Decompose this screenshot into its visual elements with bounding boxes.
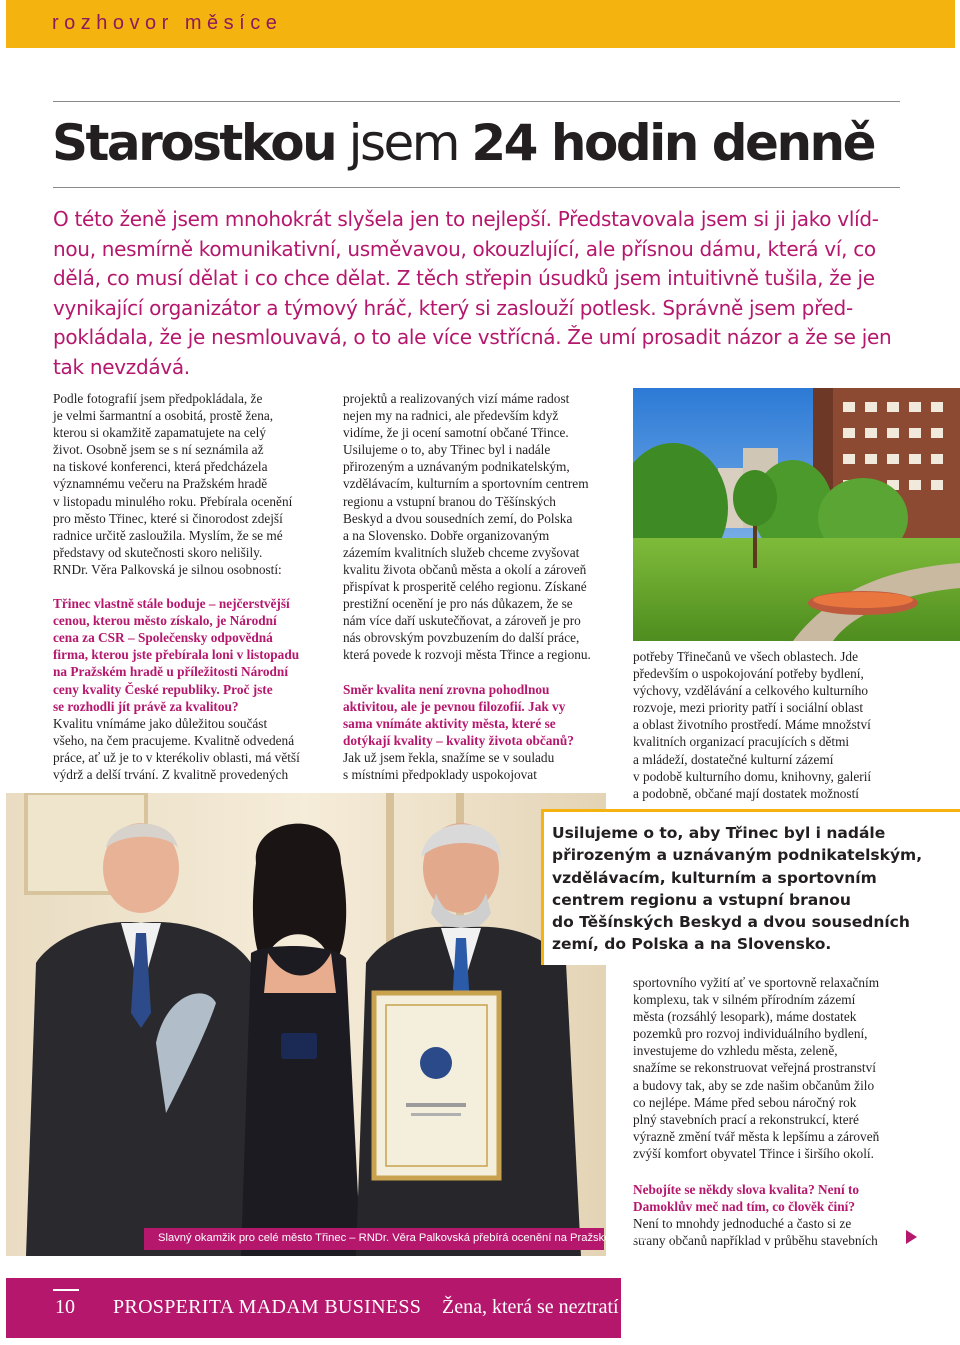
photo-caption: Slavný okamžik pro celé město Třinec – RNDr. Věra Palkovská přebírá ocenění na Pražském hradě bbox=[158, 1232, 652, 1244]
page-title bbox=[52, 110, 874, 176]
text-line: představy od skutečnosti skoro nelišily. bbox=[53, 544, 263, 560]
pull-quote-line: zemí, do Polska a na Slovensko. bbox=[552, 935, 832, 954]
text-line: plný stavebních prací a rekonstrukcí, které bbox=[633, 1111, 859, 1127]
award-ceremony-image bbox=[6, 793, 606, 1256]
continue-arrow-icon bbox=[906, 1230, 917, 1244]
headline-bottom-rule bbox=[53, 187, 900, 188]
text-line: nejen my na radnici, ale především když bbox=[343, 408, 559, 424]
town-square-image bbox=[633, 388, 960, 641]
text-line: RNDr. Věra Palkovská je silnou osobností: bbox=[53, 561, 282, 577]
text-line: regionu a vstupní branou do Těšínských bbox=[343, 493, 556, 509]
question-line: cenou, kterou město získalo, je Národní bbox=[53, 613, 277, 629]
article-column-4 bbox=[633, 974, 903, 1162]
pull-quote-line: do Těšínských Beskyd a dvou sousedních bbox=[552, 913, 910, 932]
text-line: přispívat k prosperitě celého regionu. Získané bbox=[343, 579, 587, 595]
text-line: a podobně, občané mají dostatek možností bbox=[633, 785, 859, 801]
text-line: významnému večeru na Pražském hradě bbox=[53, 476, 268, 492]
footer-tagline: Žena, která se neztratí bbox=[442, 1296, 619, 1318]
lead-line: pokládala, že je nesmlouvavá, o to ale více vstřícná. Že umí prosadit názor a že se jen bbox=[53, 325, 892, 349]
text-line: která povede k rozvoji města Třince a regionu. bbox=[343, 647, 591, 663]
text-line: především o uspokojování potřeby bydlení, bbox=[633, 666, 864, 682]
text-line: kterou si okamžitě zapamatujete na celý bbox=[53, 425, 267, 441]
page-number: 10 bbox=[55, 1296, 75, 1318]
question-line: ceny kvality České republiky. Proč jste bbox=[53, 681, 273, 697]
question-line: cena za CSR – Společensky odpovědná bbox=[53, 630, 273, 646]
lead-line: vynikající organizátor a týmový hráč, který si zaslouží potlesk. Správně jsem před- bbox=[53, 295, 853, 320]
text-line: vzdělávacím, kulturním a sportovním centrem bbox=[343, 476, 589, 492]
text-line: v podobě kulturního domu, knihovny, galerií bbox=[633, 768, 872, 784]
text-line: Jak už jsem řekla, snažíme se v souladu bbox=[343, 749, 555, 765]
text-line: pozemků pro rozvoj individuálního bydlení, bbox=[633, 1026, 868, 1042]
text-line: komplexu, tak v silném přírodním zázemí bbox=[633, 992, 856, 1008]
article-column-2 bbox=[343, 390, 613, 783]
text-line: města (rozsáhlý lesopark), máme dostatek bbox=[633, 1009, 857, 1025]
question-line: se rozhodli jít právě za kvalitou? bbox=[53, 698, 239, 714]
text-line: a na Slovensko. Dobře organizovaným bbox=[343, 527, 550, 543]
text-line: Podle fotografií jsem předpokládala, že bbox=[53, 391, 263, 406]
text-line: a budovy tak, aby se zde našim občanům žilo bbox=[633, 1077, 875, 1093]
article-column-3 bbox=[633, 648, 903, 802]
question-line: Nebojíte se někdy slova kvalita? Není to bbox=[633, 1182, 860, 1197]
page-number-rule bbox=[53, 1289, 79, 1291]
text-line: výdrž a delší trvání. Z kvalitně provedených bbox=[53, 766, 289, 782]
question-line: Třinec vlastně stále boduje – nejčerstvější bbox=[53, 596, 290, 612]
text-line: rozvoje, mezi priority patří i sociální oblast bbox=[633, 700, 864, 716]
text-line: výrazně změní tvář města k lepšímu a zároveň bbox=[633, 1128, 880, 1144]
text-line: prestižní ocenění je pro nás důkazem, že se bbox=[343, 596, 573, 612]
text-line: projektů a realizovaných vizí máme radost bbox=[343, 391, 570, 406]
text-line: s místními předpoklady uspokojovat bbox=[343, 766, 537, 782]
lead-line: tak nevzdává. bbox=[53, 354, 190, 379]
award-photo bbox=[6, 793, 606, 1256]
question-line: Damoklův meč nad tím, co člověk činí? bbox=[633, 1199, 855, 1215]
text-line: všeho, na čem pracujeme. Kvalitně odvedená bbox=[53, 732, 295, 748]
text-line: potřeby Třinečanů ve všech oblastech. Jde bbox=[633, 649, 858, 664]
magazine-name: PROSPERITA MADAM BUSINESS bbox=[113, 1296, 422, 1318]
text-line: zvýší komfort obyvatel Třince i širšího okolí. bbox=[633, 1145, 874, 1161]
text-line: v listopadu minulého roku. Přebírala ocenění bbox=[53, 493, 293, 509]
text-line: je velmi šarmantní a osobitá, prostě žena, bbox=[53, 408, 274, 424]
pull-quote-line: přirozeným a uznávaným podnikatelským, bbox=[552, 846, 923, 865]
text-line: sportovního vyžití ať ve sportovně relaxačním bbox=[633, 975, 880, 990]
text-line: a mládeží, dostatečné kulturní zázemí bbox=[633, 751, 834, 767]
question-line: dotýkají kvality – kvality života občanů? bbox=[343, 732, 574, 748]
lead-paragraph bbox=[53, 205, 905, 382]
headline-top-rule bbox=[53, 101, 900, 102]
text-line: kvalitních organizací pracujících s dětmi bbox=[633, 734, 850, 750]
text-line: Kvalitu vnímáme jako důležitou součást bbox=[53, 715, 268, 731]
pull-quote-line: centrem regionu a vstupní branou bbox=[552, 890, 851, 909]
text-line: strany občanů například v průběhu stavebních bbox=[633, 1233, 878, 1249]
question-line: Směr kvalita není zrovna pohodlnou bbox=[343, 681, 550, 697]
text-line: radnice určitě zasloužila. Myslím, že se mé bbox=[53, 527, 283, 543]
text-line: vidíme, že ji ocení samotní občané Třince. bbox=[343, 425, 569, 441]
text-line: pro město Třinec, které si činorodost zdejší bbox=[53, 510, 283, 526]
text-line: výchovy, vzdělávání a celkového kulturního bbox=[633, 683, 869, 699]
text-line: Není to mnohdy jednoduché a často si ze bbox=[633, 1216, 852, 1232]
pull-quote-line: vzdělávacím, kulturním a sportovním bbox=[552, 868, 877, 887]
text-line: Beskyd a dvou sousedních zemí, do Polska bbox=[343, 510, 573, 526]
section-label: rozhovor měsíce bbox=[52, 12, 283, 34]
text-line: zázemím kvalitních služeb chceme zvyšovat bbox=[343, 544, 580, 560]
question-line: na Pražském hradě u příležitosti Národní bbox=[53, 664, 289, 680]
lead-line: O této ženě jsem mnohokrát slyšela jen to nejlepší. Představovala jsem si ji jako vlíd- bbox=[53, 207, 879, 231]
question-line: firma, kterou jste přebírala loni v listopadu bbox=[53, 647, 300, 663]
text-line: nám více daří uskutečňovat, a zároveň je pro bbox=[343, 613, 581, 629]
town-photo bbox=[633, 388, 960, 641]
text-line: investujeme do vzhledu města, zeleně, bbox=[633, 1043, 838, 1059]
text-line: Usilujeme o to, aby Třinec byl i nadále bbox=[343, 442, 551, 458]
text-line: snažíme se rekonstruovat veřejná prostranství bbox=[633, 1060, 876, 1076]
text-line: a oblast životního prostředí. Máme množství bbox=[633, 717, 871, 733]
question-line: aktivitou, ale je pevnou filozofií. Jak vy bbox=[343, 698, 566, 714]
lead-line: nou, nesmírně komunikativní, usměvavou, okouzlující, ale přísnou dámu, která ví, co bbox=[53, 236, 876, 261]
text-line: život. Osobně jsem se s ní seznámila až bbox=[53, 442, 264, 458]
spacer bbox=[343, 664, 613, 681]
question-line: sama vnímáte aktivity města, které se bbox=[343, 715, 556, 731]
text-line: kvalitu života občanů města a okolí a zároveň bbox=[343, 561, 587, 577]
spacer bbox=[53, 578, 323, 595]
lead-line: dělá, co musí dělat i co chce dělat. Z těch střepin úsudků jsem intuitivně tušila, že je bbox=[53, 266, 875, 290]
text-line: práce, ať už je to v kterékoliv oblasti, má větší bbox=[53, 749, 300, 765]
text-line: co nejlépe. Máme před sebou náročný rok bbox=[633, 1094, 857, 1110]
title-part-light: jsem bbox=[335, 114, 472, 172]
text-line: nás obrovským povzbuzením do další práce, bbox=[343, 630, 580, 646]
title-part-bold-2: 24 hodin denně bbox=[471, 114, 875, 172]
article-column-1 bbox=[53, 390, 323, 783]
pull-quote bbox=[552, 822, 922, 956]
text-line: na tiskové konferenci, která předcházela bbox=[53, 459, 268, 475]
article-column-5 bbox=[633, 1181, 903, 1249]
pull-quote-line: Usilujeme o to, aby Třinec byl i nadále bbox=[552, 824, 886, 842]
text-line: přirozeným a uznávaným podnikatelským, bbox=[343, 459, 570, 475]
title-part-bold-1: Starostkou bbox=[52, 114, 336, 172]
